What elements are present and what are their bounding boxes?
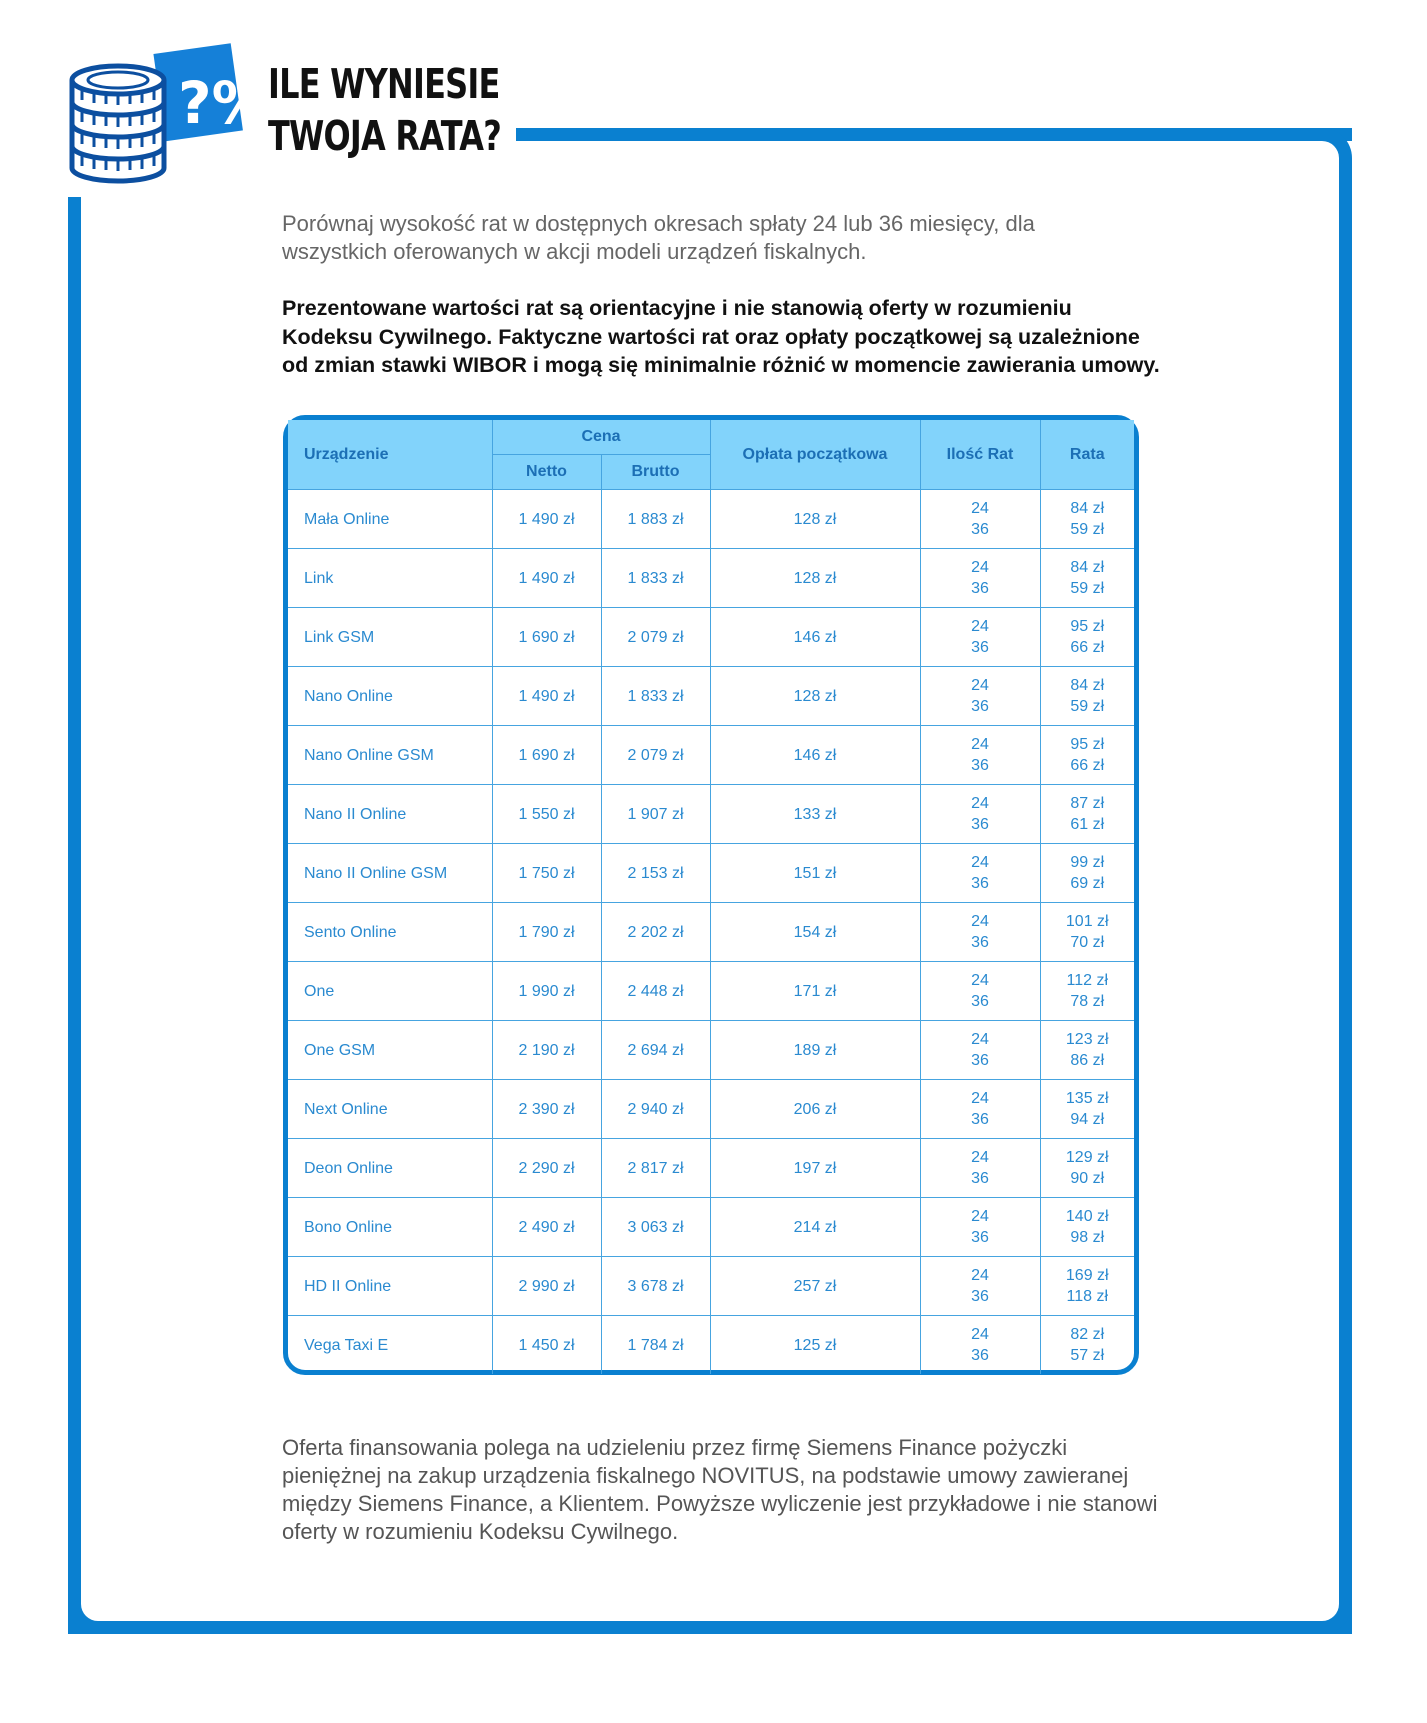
price-gross: 1 784 zł	[601, 1316, 710, 1375]
initial-fee: 214 zł	[710, 1198, 920, 1257]
installment-amount-24: 129 zł	[1065, 1149, 1109, 1166]
installments-count-24: 24	[971, 500, 989, 517]
installments-count	[920, 1257, 1040, 1316]
price-net: 1 690 zł	[492, 726, 601, 785]
column-header-device: Urządzenie	[288, 420, 492, 490]
installments-count	[920, 726, 1040, 785]
installment-amount-24: 84 zł	[1070, 677, 1105, 694]
price-net: 1 990 zł	[492, 962, 601, 1021]
initial-fee: 197 zł	[710, 1139, 920, 1198]
device-name: Link	[288, 549, 492, 608]
installments-count	[920, 667, 1040, 726]
installment-amount	[1040, 785, 1134, 844]
installments-count-36: 36	[971, 1111, 989, 1128]
installments-count-36: 36	[971, 757, 989, 774]
price-gross: 2 079 zł	[601, 608, 710, 667]
installment-amount-36: 70 zł	[1070, 934, 1105, 951]
installment-amount	[1040, 844, 1134, 903]
initial-fee: 125 zł	[710, 1316, 920, 1375]
price-net: 2 290 zł	[492, 1139, 601, 1198]
device-name: Link GSM	[288, 608, 492, 667]
installments-count-36: 36	[971, 1229, 989, 1246]
installments-count-24: 24	[971, 677, 989, 694]
table-row	[288, 667, 1134, 726]
installment-amount-36: 90 zł	[1070, 1170, 1105, 1187]
installment-amount	[1040, 1080, 1134, 1139]
device-name: Nano Online GSM	[288, 726, 492, 785]
installment-amount-24: 95 zł	[1070, 618, 1105, 635]
price-net: 1 490 zł	[492, 549, 601, 608]
frame-right-border	[1339, 158, 1352, 1634]
installments-count-24: 24	[971, 1208, 989, 1225]
installment-amount-24: 140 zł	[1065, 1208, 1109, 1225]
installments-count-24: 24	[971, 1326, 989, 1343]
price-gross: 2 153 zł	[601, 844, 710, 903]
price-net: 2 490 zł	[492, 1198, 601, 1257]
installment-amount-24: 95 zł	[1070, 736, 1105, 753]
frame-bottom-border	[68, 1621, 1352, 1634]
price-net: 1 450 zł	[492, 1316, 601, 1375]
installments-count	[920, 1316, 1040, 1375]
installments-count-36: 36	[971, 993, 989, 1010]
installments-count-36: 36	[971, 934, 989, 951]
installments-count	[920, 785, 1040, 844]
installments-count-24: 24	[971, 1267, 989, 1284]
installments-count-24: 24	[971, 1031, 989, 1048]
logo-text: ?%	[178, 69, 270, 137]
installments-count-24: 24	[971, 854, 989, 871]
footer-note: Oferta finansowania polega na udzieleniu przez firmę Siemens Finance pożyczki pieniężnej na zakup urządzenia fiskalnego NOVITUS, na podstawie umowy zawieranej między Siemens Finance, a Klientem. Powyższe wyliczenie jest przykładowe i nie stanowi oferty w rozumieniu Kodeksu Cywilnego.	[282, 1435, 1158, 1544]
installments-count	[920, 1021, 1040, 1080]
table-row	[288, 1316, 1134, 1375]
installments-count	[920, 549, 1040, 608]
installment-amount-36: 59 zł	[1070, 580, 1105, 597]
installments-count-36: 36	[971, 1347, 989, 1364]
installment-amount-36: 59 zł	[1070, 521, 1105, 538]
installments-count-36: 36	[971, 1288, 989, 1305]
installment-amount-36: 86 zł	[1070, 1052, 1105, 1069]
device-name: Next Online	[288, 1080, 492, 1139]
installments-count	[920, 1139, 1040, 1198]
price-net: 2 190 zł	[492, 1021, 601, 1080]
frame-left-border	[68, 197, 81, 1634]
installments-count-24: 24	[971, 736, 989, 753]
disclaimer-text: Prezentowane wartości rat są orientacyjne i nie stanowią oferty w rozumieniu Kodeksu Cywilnego. Faktyczne wartości rat oraz opłaty początkowej są uzależnione od zmian stawki WIBOR i mogą się minimalnie różnić w momencie zawierania umowy.	[282, 296, 1160, 377]
installment-amount-24: 82 zł	[1070, 1326, 1105, 1343]
price-gross: 2 817 zł	[601, 1139, 710, 1198]
price-gross: 2 079 zł	[601, 726, 710, 785]
table-row	[288, 1021, 1134, 1080]
initial-fee: 151 zł	[710, 844, 920, 903]
installments-count-24: 24	[971, 559, 989, 576]
frame-top-border	[516, 128, 1352, 141]
device-name: Vega Taxi E	[288, 1316, 492, 1375]
price-net: 1 750 zł	[492, 844, 601, 903]
price-gross: 1 907 zł	[601, 785, 710, 844]
column-header-installments-count: Ilość Rat	[920, 420, 1040, 490]
table-row	[288, 785, 1134, 844]
installments-count	[920, 1080, 1040, 1139]
price-net: 2 990 zł	[492, 1257, 601, 1316]
installment-amount-36: 66 zł	[1070, 757, 1105, 774]
installment-amount	[1040, 1257, 1134, 1316]
coins-question-percent-icon	[60, 38, 270, 178]
installment-amount-24: 169 zł	[1065, 1267, 1109, 1284]
installment-amount-36: 59 zł	[1070, 698, 1105, 715]
installments-count	[920, 1198, 1040, 1257]
table-row	[288, 608, 1134, 667]
installments-count-36: 36	[971, 580, 989, 597]
table-row	[288, 1198, 1134, 1257]
installments-count-24: 24	[971, 1149, 989, 1166]
device-name: Nano Online	[288, 667, 492, 726]
installment-amount-36: 78 zł	[1070, 993, 1105, 1010]
installments-count-24: 24	[971, 618, 989, 635]
installments-count	[920, 490, 1040, 549]
column-header-initial-fee: Opłata początkowa	[710, 420, 920, 490]
device-name: Sento Online	[288, 903, 492, 962]
table-row	[288, 1139, 1134, 1198]
installment-amount-36: 118 zł	[1066, 1288, 1108, 1305]
installment-amount	[1040, 608, 1134, 667]
price-net: 1 550 zł	[492, 785, 601, 844]
initial-fee: 154 zł	[710, 903, 920, 962]
initial-fee: 206 zł	[710, 1080, 920, 1139]
installment-amount-36: 69 zł	[1070, 875, 1105, 892]
table-row	[288, 903, 1134, 962]
price-gross: 2 202 zł	[601, 903, 710, 962]
page-title-line: ILE WYNIESIE	[268, 60, 500, 108]
initial-fee: 171 zł	[710, 962, 920, 1021]
installment-amount-24: 101 zł	[1065, 913, 1109, 930]
table-row	[288, 1257, 1134, 1316]
device-name: One	[288, 962, 492, 1021]
device-name: Nano II Online	[288, 785, 492, 844]
price-net: 1 790 zł	[492, 903, 601, 962]
price-gross: 2 694 zł	[601, 1021, 710, 1080]
installment-amount	[1040, 667, 1134, 726]
installments-count-36: 36	[971, 1052, 989, 1069]
installments-count-36: 36	[971, 521, 989, 538]
table-row	[288, 1080, 1134, 1139]
installment-amount	[1040, 726, 1134, 785]
installments-count-36: 36	[971, 698, 989, 715]
device-name: Mała Online	[288, 490, 492, 549]
price-gross: 3 678 zł	[601, 1257, 710, 1316]
installments-count-24: 24	[971, 972, 989, 989]
initial-fee: 128 zł	[710, 667, 920, 726]
installment-amount	[1040, 962, 1134, 1021]
installment-amount-24: 84 zł	[1070, 500, 1105, 517]
installments-count-36: 36	[971, 639, 989, 656]
installment-amount-36: 61 zł	[1070, 816, 1105, 833]
price-net: 1 690 zł	[492, 608, 601, 667]
installment-amount-24: 99 zł	[1070, 854, 1105, 871]
installments-count-24: 24	[971, 1090, 989, 1107]
price-gross: 2 448 zł	[601, 962, 710, 1021]
device-name: Deon Online	[288, 1139, 492, 1198]
installment-amount-36: 98 zł	[1070, 1229, 1105, 1246]
table-row	[288, 726, 1134, 785]
installments-count	[920, 608, 1040, 667]
intro-text: Porównaj wysokość rat w dostępnych okresach spłaty 24 lub 36 miesięcy, dla wszystkich oferowanych w akcji modeli urządzeń fiskalnych.	[282, 211, 1035, 264]
installments-count	[920, 903, 1040, 962]
device-name: Bono Online	[288, 1198, 492, 1257]
installment-amount	[1040, 549, 1134, 608]
initial-fee: 257 zł	[710, 1257, 920, 1316]
price-gross: 1 833 zł	[601, 549, 710, 608]
installment-amount	[1040, 903, 1134, 962]
device-name: Nano II Online GSM	[288, 844, 492, 903]
device-name: HD II Online	[288, 1257, 492, 1316]
table-row	[288, 549, 1134, 608]
price-net: 2 390 zł	[492, 1080, 601, 1139]
initial-fee: 133 zł	[710, 785, 920, 844]
table-row	[288, 962, 1134, 1021]
price-net: 1 490 zł	[492, 667, 601, 726]
installments-count	[920, 844, 1040, 903]
table-row	[288, 844, 1134, 903]
installment-amount-24: 135 zł	[1065, 1090, 1109, 1107]
installments-count-36: 36	[971, 875, 989, 892]
table-row	[288, 490, 1134, 549]
installments-count-24: 24	[971, 913, 989, 930]
price-gross: 2 940 zł	[601, 1080, 710, 1139]
installment-amount-24: 84 zł	[1070, 559, 1105, 576]
installment-amount	[1040, 1198, 1134, 1257]
installment-amount-24: 123 zł	[1065, 1031, 1109, 1048]
price-gross: 3 063 zł	[601, 1198, 710, 1257]
column-header-price: Cena	[492, 420, 710, 455]
installment-amount	[1040, 1316, 1134, 1375]
installment-amount-24: 87 zł	[1070, 795, 1105, 812]
installment-amount-36: 66 zł	[1070, 639, 1105, 656]
device-name: One GSM	[288, 1021, 492, 1080]
installment-amount	[1040, 1139, 1134, 1198]
initial-fee: 128 zł	[710, 490, 920, 549]
installment-amount-24: 112 zł	[1066, 972, 1108, 989]
initial-fee: 146 zł	[710, 726, 920, 785]
installments-table	[283, 415, 1139, 1375]
column-header-gross: Brutto	[601, 455, 710, 490]
initial-fee: 146 zł	[710, 608, 920, 667]
installment-amount	[1040, 1021, 1134, 1080]
page-title	[268, 58, 501, 162]
price-net: 1 490 zł	[492, 490, 601, 549]
installments-count	[920, 962, 1040, 1021]
page-title-line: TWOJA RATA?	[268, 112, 502, 160]
installment-amount-36: 57 zł	[1070, 1347, 1105, 1364]
installments-count-36: 36	[971, 1170, 989, 1187]
initial-fee: 128 zł	[710, 549, 920, 608]
installment-amount-36: 94 zł	[1070, 1111, 1105, 1128]
initial-fee: 189 zł	[710, 1021, 920, 1080]
column-header-net: Netto	[492, 455, 601, 490]
installments-count-36: 36	[971, 816, 989, 833]
price-gross: 1 833 zł	[601, 667, 710, 726]
installments-count-24: 24	[971, 795, 989, 812]
price-gross: 1 883 zł	[601, 490, 710, 549]
installment-amount	[1040, 490, 1134, 549]
column-header-installment: Rata	[1040, 420, 1134, 490]
